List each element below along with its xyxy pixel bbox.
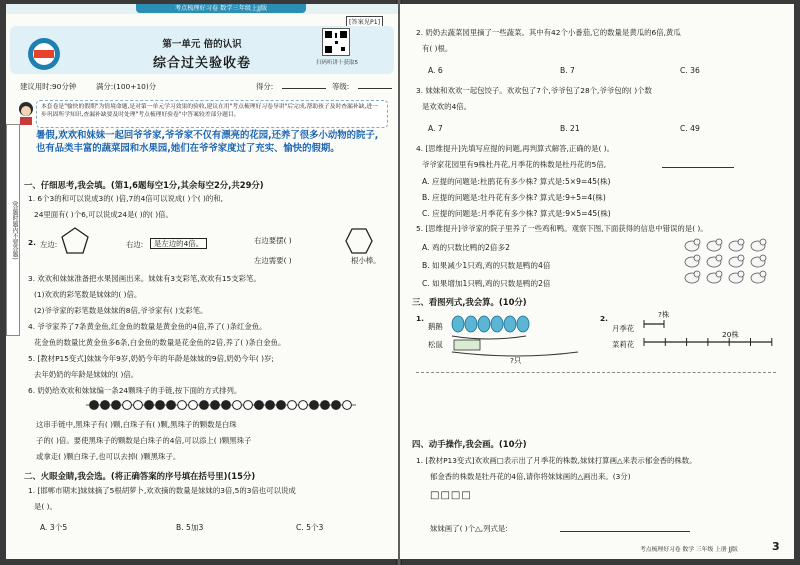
q5-line2: 去年奶奶的年龄是妹妹的( )倍。 [34, 370, 139, 379]
q2-right-box: 是左边的4倍。 [150, 238, 207, 249]
bird [751, 239, 766, 251]
r3-q1-label-squirrel: 松鼠 [428, 340, 443, 349]
black-bead [266, 401, 275, 410]
r-q3: 3. 妹妹和欢欢一起包饺子。欢欢包了7个,爷爷包了28个,爷爷包的( )个数 [416, 86, 652, 95]
r3-q1-number: 1. [416, 314, 424, 323]
goose [465, 316, 477, 332]
black-bead [90, 401, 99, 410]
goose-bracket-diagram [448, 312, 588, 360]
q2-number: 2. [28, 238, 36, 247]
q2-right-row3: 根小棒。 [351, 256, 381, 265]
section-2-title: 二、火眼金睛,我会选。(将正确答案的序号填在括号里)(15分) [24, 471, 256, 481]
section-1-title: 一、仔细思考,我会填。(第1,6题每空1分,其余每空2分,共29分) [24, 180, 264, 190]
q6-line1: 这串手链中,黑珠子有( )颗,白珠子有( )颗,黑珠子的颗数是白珠 [36, 420, 237, 429]
r-q4b: 爷爷家花园里有9株杜丹花,月季花的株数是杜丹花的5倍, [422, 160, 607, 169]
page-number: 3 [772, 540, 780, 553]
goose-brace [452, 336, 526, 339]
black-bead [167, 401, 176, 410]
bead-bracelet-icon [86, 398, 356, 412]
bird [729, 239, 744, 251]
bird [685, 239, 700, 251]
goose [491, 316, 503, 332]
s2-q1-option-a[interactable]: A. 3个5 [40, 523, 68, 532]
notice-text: 本套卷是"愉快的假期"为情境命题,是对第一单元学习效果的验收,建议在用"考点梳理好习卷导讲"后完成,帮助孩子及时查漏补缺,进一步巩固所学知识,查漏补缺要及时处理"考点梳理好验卷"中答案较差部分题目。 [41, 104, 378, 118]
r3-q1-label-geese: 鹅鹅 [428, 322, 443, 331]
story-paragraph: 暑假,欢欢和妹妹一起回爷爷家,爷爷家不仅有漂亮的花园,还养了很多小动物的院子,也有品类丰富的蔬菜园和水果园,她们在爷爷家度过了充实、愉快的假期。 [36, 130, 379, 154]
r-q4-answer-line[interactable] [662, 167, 734, 168]
q5-line1: 5. [教材P15变式]妹妹今年9岁,奶奶今年的年龄是妹妹的9倍,奶奶今年( )岁; [28, 354, 274, 363]
qr-code-icon [322, 28, 350, 56]
r-q3b: 是欢欢的4倍。 [422, 102, 472, 111]
suggested-time: 建议用时:90分钟 [20, 82, 77, 91]
unit-title: 第一单元 倍的认识 [162, 39, 242, 50]
r-q4: 4. [思维提升]先填写应提的问题,再判算式解答,正确的是( )。 [416, 144, 614, 153]
r4-q1: 1. [教材P13变式]欢欢画□表示出了月季花的株数,妹妹打算画△来表示郁金香的株数。 [416, 456, 697, 465]
side-tab: (答题时题内不要答题) [6, 124, 20, 336]
black-bead [112, 401, 121, 410]
r-q2b: 有( )根。 [422, 44, 453, 53]
black-bead [277, 401, 286, 410]
goose [452, 316, 464, 332]
black-bead [222, 401, 231, 410]
work-area-divider [416, 372, 776, 373]
student-avatar-icon [16, 100, 36, 126]
bird [751, 271, 766, 283]
q1-line1: 1. 6个3的和可以说成3的( )倍,7的4倍可以说成( )个( )的和, [28, 194, 223, 203]
s2-q1b: 是( )。 [34, 502, 57, 511]
score-label: 得分: [256, 82, 274, 91]
q2-right-label: 右边: [126, 240, 144, 249]
r-q3-option-a[interactable]: A. 7 [428, 124, 443, 133]
squirrel-group [454, 340, 480, 350]
r-q5-option-a[interactable]: A. 鸡的只数比鸭的2倍多2 [422, 243, 510, 252]
r-q2-option-a[interactable]: A. 6 [428, 66, 443, 75]
header-bar-text: 考点梳理好习卷 数学三年级上JJ版 [136, 4, 306, 13]
q4-line1: 4. 爷爷家养了7条黄金鱼,红金鱼的数量是黄金鱼的4倍,养了( )条红金鱼。 [28, 322, 267, 331]
white-bead [288, 401, 297, 410]
black-bead [145, 401, 154, 410]
white-bead [189, 401, 198, 410]
grade-label: 等级: [332, 82, 350, 91]
white-bead [178, 401, 187, 410]
q6: 6. 奶奶给欢欢和妹妹编一条24颗珠子的手链,按下面的方式排列。 [28, 386, 242, 395]
header-bar [6, 4, 398, 14]
bird [685, 271, 700, 283]
r-q5-option-b[interactable]: B. 如果减少1只鸡,鸡的只数是鸭的4倍 [422, 261, 551, 270]
white-bead [233, 401, 242, 410]
r-q2: 2. 奶奶去蔬菜园里摘了一些蔬菜。其中有42个小番茄,它的数量是黄瓜的6倍,黄瓜 [416, 28, 681, 37]
q1-line2: 24里面有( )个6,可以说成24是( )的( )倍。 [34, 210, 173, 219]
black-bead [332, 401, 341, 410]
r-q4-option-a[interactable]: A. 应提的问题是:杜鹃花有多少株? 算式是:5×9=45(株) [422, 177, 611, 186]
black-bead [211, 401, 220, 410]
r-q4-option-b[interactable]: B. 应提的问题是:牡丹花有多少株? 算式是:9÷5=4(株) [422, 193, 606, 202]
notice-box [36, 100, 388, 128]
q3b: (2)爷爷家的彩笔数是妹妹的8倍,爷爷家有( )支彩笔。 [34, 306, 208, 315]
s2-q1: 1. [邯郸市期末]妹妹摘了5根胡萝卜,欢欢摘的数量是妹妹的3倍,5的3倍也可以说成 [28, 486, 296, 495]
scan-label: 扫码听讲十获取5 [316, 60, 358, 66]
white-bead [299, 401, 308, 410]
r3-q1-unknown: ?只 [510, 356, 522, 365]
chickens-ducks-icon [680, 236, 780, 290]
goose [517, 316, 529, 332]
r3-q2-number: 2. [600, 314, 608, 323]
bird [707, 271, 722, 283]
white-bead [343, 401, 352, 410]
bird [707, 255, 722, 267]
r-q2-option-b[interactable]: B. 7 [560, 66, 575, 75]
q2-left-label: 左边: [40, 240, 58, 249]
grade-field[interactable] [358, 88, 392, 89]
pentagon-icon [60, 226, 90, 256]
r4-equation-line[interactable] [560, 531, 690, 532]
black-bead [255, 401, 264, 410]
section-4-title: 四、动手操作,我会画。(10分) [412, 439, 527, 449]
s2-q1-option-c[interactable]: C. 5个3 [296, 523, 324, 532]
exam-title: 综合过关验收卷 [152, 56, 251, 71]
r-q5: 5. [思维提升]爷爷家的院子里养了一些鸡和鸭。观察下图,下面获得的信息中错误的是( )。 [416, 224, 708, 233]
white-bead [134, 401, 143, 410]
black-bead [101, 401, 110, 410]
r3-q2-unknown: ?株 [658, 310, 670, 319]
footer: 考点梳理好习卷 数学 三年级 上册 JJ版 [640, 547, 738, 553]
goose [504, 316, 516, 332]
black-bead [156, 401, 165, 410]
score-field[interactable] [282, 88, 326, 89]
q4-line2: 花金鱼的数量比黄金鱼多6条,白金鱼的数量是花金鱼的2倍,养了( )条白金鱼。 [34, 338, 286, 347]
goose [478, 316, 490, 332]
r-q5-option-c[interactable]: C. 如果增加1只鸭,鸡的只数是鸭的2倍 [422, 279, 551, 288]
q2-right-row2: 左边需要( ) [254, 256, 292, 265]
bird [729, 255, 744, 267]
answer-badge: [答案见P1] [346, 16, 383, 27]
r-q2-option-c[interactable]: C. 36 [680, 66, 700, 75]
section-3-title: 三、看图列式,我会算。(10分) [412, 297, 527, 307]
q3a: (1)欢欢的彩笔数是妹妹的( )倍。 [34, 290, 142, 299]
r3-q2-label-jasmine: 菜莉花 [612, 340, 635, 349]
black-bead [321, 401, 330, 410]
r3-q2-label-rose: 月季花 [612, 324, 635, 333]
r-q3-option-b[interactable]: B. 21 [560, 124, 580, 133]
q3: 3. 欢欢和妹妹准备把水果园画出来。妹妹有3支彩笔,欢欢有15支彩笔。 [28, 274, 261, 283]
s2-q1-option-b[interactable]: B. 5加3 [176, 523, 204, 532]
bird [751, 255, 766, 267]
bird [685, 255, 700, 267]
full-score: 满分:(100+10)分 [96, 82, 157, 91]
r4-bottom: 妹妹画了( )个△,列式是: [430, 524, 508, 533]
q2-right-row1: 右边要摆( ) [254, 236, 292, 245]
r4-squares: □□□□ [430, 490, 472, 501]
right-page [400, 4, 794, 559]
r-q3-option-c[interactable]: C. 49 [680, 124, 700, 133]
q6-line3: 或拿走( )颗白珠子,也可以去掉( )颗黑珠子。 [36, 452, 181, 461]
black-bead [200, 401, 209, 410]
q6-line2: 子的( )倍。要使黑珠子的颗数是白珠子的4倍,可以添上( )颗黑珠子 [36, 436, 252, 445]
r3-q2-known: 20株 [722, 330, 739, 339]
white-bead [244, 401, 253, 410]
r-q4-option-c[interactable]: C. 应提的问题是:月季花有多少株? 算式是:9×5=45(株) [422, 209, 611, 218]
hexagon-icon [344, 226, 374, 256]
bird [707, 239, 722, 251]
left-page [6, 4, 398, 559]
bird [729, 271, 744, 283]
r4-q1b: 郁金香的株数是牡丹花的4倍,请你将妹妹画的△画出来。(3分) [430, 472, 631, 481]
black-bead [310, 401, 319, 410]
white-bead [123, 401, 132, 410]
